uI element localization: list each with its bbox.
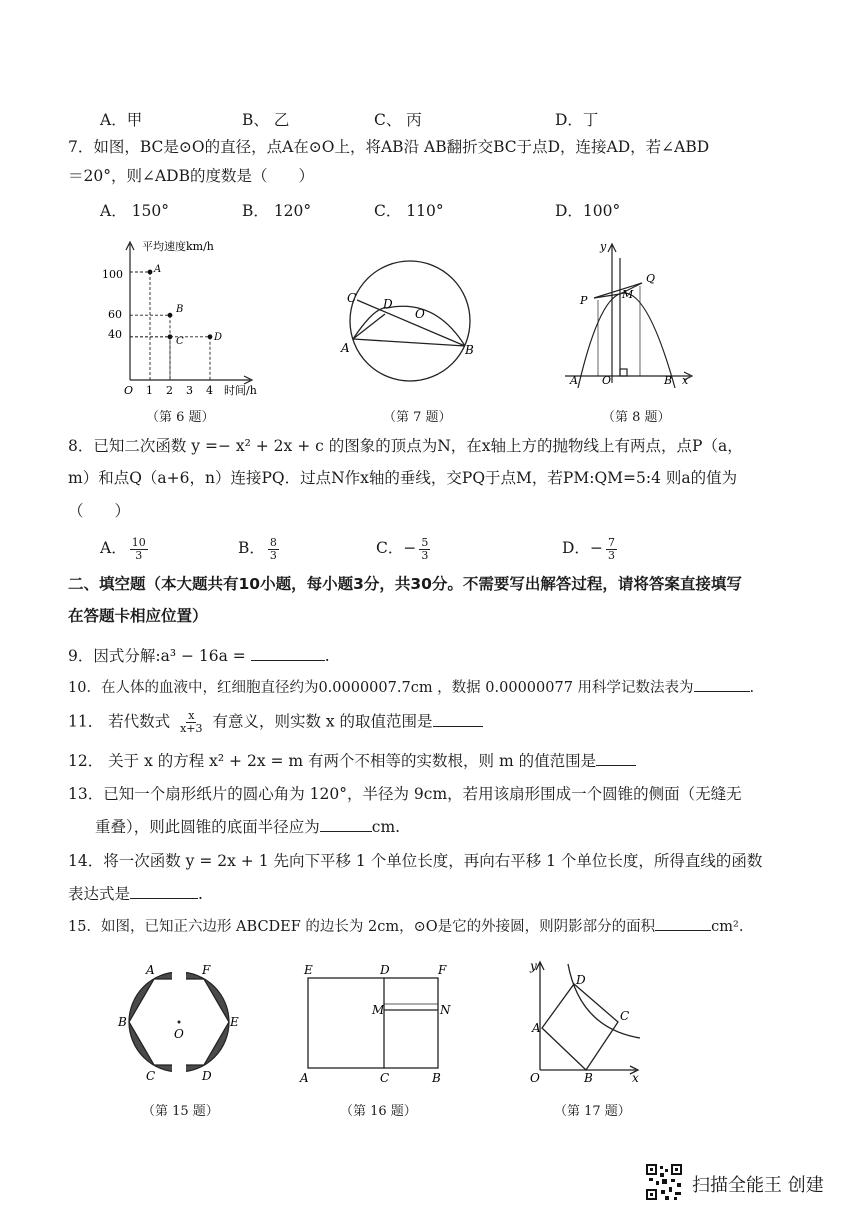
fig17-label-b: B — [584, 1071, 593, 1085]
fig15-label-o: O — [174, 1027, 184, 1041]
fig6-point-d — [208, 334, 213, 339]
q9: 9．因式分解:a³ − 16a = . — [68, 647, 330, 665]
fig17-caption: （第 17 题） — [554, 1104, 631, 1119]
fig16-label-n: N — [440, 1003, 451, 1017]
figure-8 — [560, 238, 700, 388]
fig6-ylabel: 平均速度km/h — [142, 240, 214, 253]
q6-option-d: D．丁 — [555, 111, 599, 129]
fig6-ytick-40: 40 — [108, 328, 122, 341]
q7-option-d: D．100° — [555, 202, 621, 220]
fig15-label-a: A — [146, 963, 155, 977]
section2-heading-line1: 二、填空题（本大题共有10小题，每小题3分，共30分。不需要写出解答过程，请将答案直接填写 — [68, 575, 742, 593]
fig16-label-f: F — [438, 963, 447, 977]
fig16-label-a: A — [300, 1071, 309, 1085]
fig8-label-p: P — [580, 294, 588, 307]
fig7-label-b: B — [465, 343, 474, 357]
fig17-label-o: O — [530, 1071, 540, 1085]
qr-code-icon — [645, 1163, 683, 1201]
fig6-label-b: B — [176, 304, 184, 315]
fig8-label-b: B — [664, 374, 673, 387]
q8-option-a: A． $\frac{10}{3}$ — [100, 535, 146, 562]
fig7-label-d: D — [383, 297, 393, 311]
fig16-label-b: B — [432, 1071, 441, 1085]
fig6-ytick-60: 60 — [108, 308, 122, 321]
fig17-label-x: x — [632, 1071, 639, 1085]
fig16-label-d: D — [380, 963, 390, 977]
fig15-label-b: B — [118, 1015, 127, 1029]
fig16-caption: （第 16 题） — [340, 1104, 417, 1119]
q6-option-b: B、 乙 — [242, 111, 290, 129]
fig17-label-y: y — [530, 959, 537, 973]
section2-heading-line2: 在答题卡相应位置） — [68, 607, 208, 625]
fig8-label-y: y — [600, 240, 607, 253]
q8-text-line1: 8．已知二次函数 y =− x² + 2x + c 的图象的顶点为N，在x轴上方的抛物线上有两点，点P（a， — [68, 437, 743, 455]
fig17-label-d: D — [576, 973, 586, 987]
figure-7 — [335, 258, 485, 388]
q7-option-b: B． 120° — [242, 202, 312, 220]
q8-text-line2: m）和点Q（a+6，n）连接PQ．过点N作x轴的垂线，交PQ于点M，若PM:QM=5:4 则a的值为 — [68, 469, 738, 487]
fig8-label-q: Q — [646, 272, 656, 285]
q7-text-line1: 7．如图，BC是⊙O的直径，点A在⊙O上，将AB沿 AB翻折交BC于点D，连接AD，若∠ABD — [68, 138, 710, 156]
q10-answer-blank[interactable] — [694, 677, 750, 692]
fig8-caption: （第 8 题） — [602, 410, 671, 425]
figure-15 — [116, 960, 246, 1085]
fig6-xtick-2: 2 — [166, 384, 173, 397]
q6-option-c: C、 丙 — [374, 111, 422, 129]
fig15-caption: （第 15 题） — [142, 1104, 219, 1119]
fig8-label-x: x — [682, 374, 689, 387]
fig8-label-o: O — [602, 374, 612, 387]
q13-line1: 13．已知一个扇形纸片的圆心角为 120°，半径为 9cm，若用该扇形围成一个圆锥的侧面（无缝无 — [68, 785, 742, 803]
q8-option-d: D．− $\frac{7}{3}$ — [562, 535, 615, 562]
q8-option-b: B． $\frac{8}{3}$ — [238, 535, 277, 562]
q14-line2: 表达式是 . — [68, 885, 203, 903]
q8-option-c: C．− $\frac{5}{3}$ — [376, 535, 429, 562]
q10: 10．在人体的血液中，红细胞直径约为0.0000007.7cm ，数据 0.00000077 用科学记数法表为 . — [68, 677, 754, 699]
q11: 11． 若代数式 $\frac{x}{x+3}$ 有意义，则实数 x 的取值范围是 — [68, 710, 483, 735]
fig6-point-a — [148, 270, 153, 275]
fig7-label-o: O — [415, 307, 425, 321]
fig15-label-d: D — [202, 1069, 212, 1083]
q14-answer-blank[interactable] — [130, 884, 198, 899]
q12-answer-blank[interactable] — [596, 751, 636, 766]
figure-17 — [528, 958, 648, 1086]
fig6-label-d: D — [214, 332, 223, 343]
fig6-origin: O — [124, 384, 134, 397]
q7-option-a: A． 150° — [100, 202, 169, 220]
q11-answer-blank[interactable] — [433, 712, 483, 727]
q7-option-c: C． 110° — [374, 202, 444, 220]
fig17-label-a: A — [532, 1021, 541, 1035]
q13-line2: 重叠），则此圆锥的底面半径应为 cm. — [95, 818, 401, 836]
fig6-xlabel: 时间/h — [224, 384, 257, 397]
q14-line1: 14．将一次函数 y = 2x + 1 先向下平移 1 个单位长度，再向右平移 1 个单位长度，所得直线的函数 — [68, 852, 763, 870]
fig15-label-f: F — [202, 963, 211, 977]
fig6-label-c: C — [176, 336, 184, 347]
figure-16 — [296, 962, 456, 1087]
q9-answer-blank[interactable] — [251, 646, 325, 661]
fig17-label-c: C — [620, 1009, 630, 1023]
fig16-label-c: C — [380, 1071, 390, 1085]
q13-answer-blank[interactable] — [320, 817, 372, 832]
fig6-xtick-1: 1 — [146, 384, 153, 397]
fig6-xtick-4: 4 — [206, 384, 213, 397]
footer-watermark-text: 扫描全能王 创建 — [692, 1175, 824, 1196]
q15: 15．如图，已知正六边形 ABCDEF 的边长为 2cm，⊙O是它的外接圆，则阴影部分的面积 cm². — [68, 916, 743, 938]
fig8-label-a: A — [570, 374, 578, 387]
q8-text-line3: （ ） — [68, 502, 131, 520]
figure-6 — [100, 232, 280, 397]
q6-option-a: A．甲 — [100, 111, 143, 129]
fig6-ytick-100: 100 — [102, 268, 123, 281]
fig15-label-e: E — [230, 1015, 239, 1029]
fig7-label-c: C — [347, 291, 357, 305]
fig8-label-m: M — [622, 288, 634, 301]
fig6-point-b — [168, 313, 173, 318]
fig15-label-c: C — [146, 1069, 156, 1083]
q7-text-line2: ＝20°，则∠ADB的度数是（ ） — [68, 167, 314, 185]
fig6-label-a: A — [154, 264, 162, 275]
fig7-label-a: A — [341, 341, 350, 355]
q15-answer-blank[interactable] — [655, 916, 711, 931]
q12: 12． 关于 x 的方程 x² + 2x = m 有两个不相等的实数根，则 m 的值范围是 — [68, 750, 636, 772]
fig7-caption: （第 7 题） — [383, 410, 452, 425]
fig16-label-e: E — [304, 963, 313, 977]
fig6-xtick-3: 3 — [186, 384, 193, 397]
fig6-caption: （第 6 题） — [146, 410, 215, 425]
fig16-label-m: M — [372, 1003, 385, 1017]
